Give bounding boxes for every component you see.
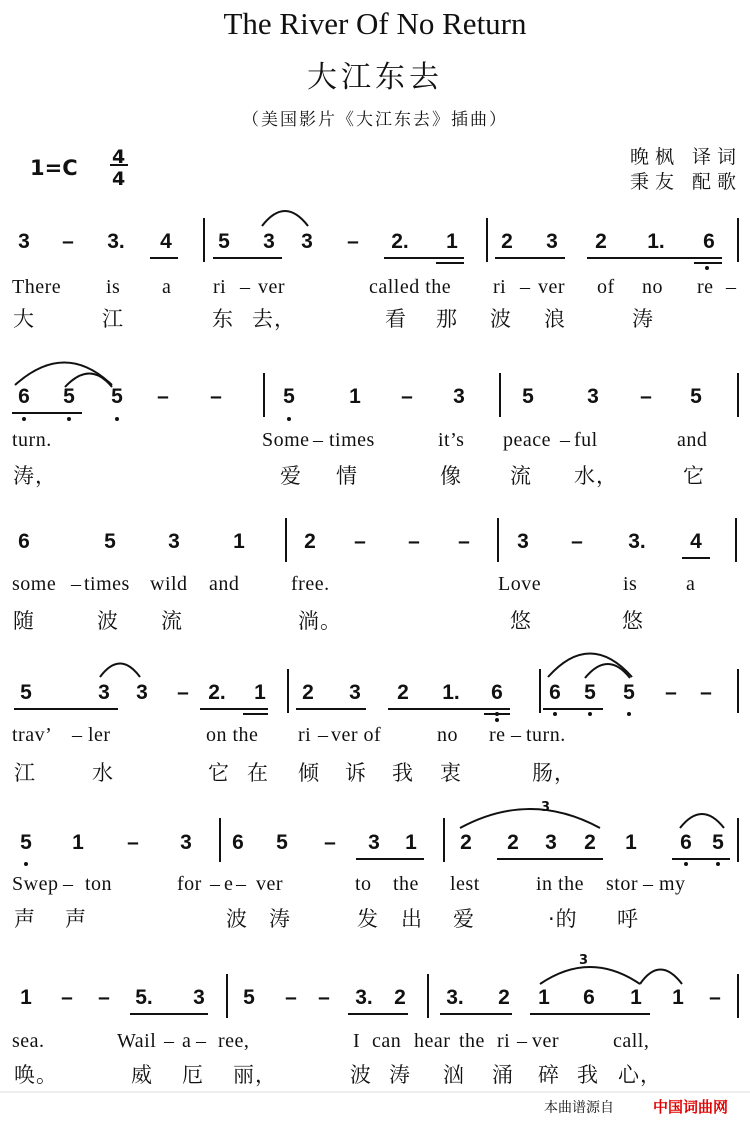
lyric-en: lest (450, 873, 480, 895)
lyric-cn: 威 (131, 1063, 153, 1087)
note: 3 (18, 230, 30, 253)
lyric-cn: 诉 (345, 761, 367, 785)
note: 1 (72, 831, 84, 854)
note: 3. (107, 230, 125, 253)
octave-dot (67, 417, 71, 421)
note-dash: – (347, 230, 359, 253)
note: 3 (546, 230, 558, 253)
lyric-en: turn. (12, 429, 52, 451)
lyric-cn: 爱 (280, 464, 302, 488)
note: 6 (232, 831, 244, 854)
note: 6 (18, 530, 30, 553)
note: 2 (498, 986, 510, 1009)
lyric-cn: 那 (436, 307, 458, 331)
note: 5 (522, 385, 534, 408)
note: 5 (276, 831, 288, 854)
lyric-en: a (686, 573, 696, 595)
lyric-en: ri (497, 1030, 511, 1052)
note: 1 (446, 230, 458, 253)
note: 6 (680, 831, 692, 854)
note-dash: – (318, 986, 330, 1009)
lyric-en: ver (538, 276, 566, 298)
note: 1 (20, 986, 32, 1009)
note: 1. (647, 230, 665, 253)
note: 5 (104, 530, 116, 553)
note: 2 (304, 530, 316, 553)
slur (262, 211, 308, 226)
slur (640, 970, 682, 985)
lyric-en: and (209, 573, 240, 595)
octave-dot (716, 862, 720, 866)
lyric-cn: 发 (357, 907, 379, 931)
lyric-en: – (517, 1030, 528, 1052)
lyric-en: re (697, 276, 714, 298)
lyric-en: ver (258, 276, 286, 298)
lyric-en: the (459, 1030, 485, 1052)
note-dash: – (62, 230, 74, 253)
lyric-cn: 流 (510, 464, 532, 488)
note: 1 (349, 385, 361, 408)
note-dash: – (458, 530, 470, 553)
note: 1 (405, 831, 417, 854)
note-dash: – (177, 681, 189, 704)
lyric-cn: 涛 (632, 307, 654, 331)
lyric-cn: 看 (385, 307, 407, 331)
note: 3 (545, 831, 557, 854)
lyric-en: – (72, 724, 83, 746)
note: 3 (180, 831, 192, 854)
lyric-cn: 厄 (182, 1063, 204, 1087)
lyric-cn: 江 (102, 307, 124, 331)
octave-dot (24, 862, 28, 866)
note: 5 (63, 385, 75, 408)
octave-dot (553, 712, 557, 716)
note-dash: – (354, 530, 366, 553)
lyricist-credit: 晚枫 译词 (629, 146, 742, 168)
lyric-en: it’s (438, 429, 465, 451)
lyric-en: is (623, 573, 638, 595)
note: 2 (394, 986, 406, 1009)
lyric-en: called the (369, 276, 452, 298)
lyric-cn: 它 (683, 464, 705, 488)
note: 2 (584, 831, 596, 854)
lyric-en: Swep (12, 873, 59, 895)
note: 5 (218, 230, 230, 253)
footer-site-link[interactable]: 中国词曲网 (653, 1098, 729, 1116)
lyric-en: times (84, 573, 130, 595)
note: 2 (397, 681, 409, 704)
subtitle: （美国影片《大江东去》插曲） (242, 110, 508, 130)
note: 3 (453, 385, 465, 408)
lyric-cn: 江 (14, 761, 36, 785)
lyric-en: – (560, 429, 571, 451)
note: 3 (301, 230, 313, 253)
lyric-cn: 波 (350, 1063, 372, 1087)
lyric-en: in the (536, 873, 584, 895)
note: 3 (517, 530, 529, 553)
note: 3 (136, 681, 148, 704)
note-dash: – (324, 831, 336, 854)
note: 3 (587, 385, 599, 408)
time-signature-bottom: 4 (112, 168, 126, 190)
lyric-en: peace (503, 429, 552, 451)
lyric-en: – (511, 724, 522, 746)
lyric-en: to (355, 873, 372, 895)
lyric-en: turn. (526, 724, 566, 746)
lyric-cn: 去， (252, 307, 296, 331)
lyric-en: – (726, 276, 737, 298)
note: 3 (98, 681, 110, 704)
lyric-cn: 丽， (233, 1063, 277, 1087)
lyric-en: – (236, 873, 247, 895)
note: 5 (283, 385, 295, 408)
lyric-cn: 衷 (440, 761, 462, 785)
triplet-marker: 3 (579, 953, 589, 968)
note-dash: – (127, 831, 139, 854)
lyric-cn: 水， (574, 464, 618, 488)
lyric-en: There (12, 276, 62, 298)
lyric-en: – (318, 724, 329, 746)
note: 3 (368, 831, 380, 854)
note: 2 (507, 831, 519, 854)
lyric-en: the (393, 873, 419, 895)
lyric-en: – (164, 1030, 175, 1052)
note: 5 (712, 831, 724, 854)
note-dash: – (285, 986, 297, 1009)
lyric-cn: 波 (490, 307, 512, 331)
title-english: The River Of No Return (223, 6, 527, 41)
octave-dot (684, 862, 688, 866)
lyric-cn: 在 (247, 761, 269, 785)
note-dash: – (210, 385, 222, 408)
note-dash: – (401, 385, 413, 408)
note-dash: – (665, 681, 677, 704)
lyric-en: no (437, 724, 458, 746)
note: 2 (595, 230, 607, 253)
lyric-cn: 波 (226, 907, 248, 931)
note: 6 (549, 681, 561, 704)
footer-source-label: 本曲谱源自 (544, 1100, 614, 1116)
octave-dot (115, 417, 119, 421)
note: 3 (193, 986, 205, 1009)
lyric-en: call, (613, 1030, 650, 1052)
lyric-cn: 情 (336, 464, 358, 488)
note: 1 (672, 986, 684, 1009)
lyric-en: wild (150, 573, 188, 595)
note: 5 (623, 681, 635, 704)
octave-dot (588, 712, 592, 716)
lyric-cn: 肠， (532, 761, 576, 785)
note: 6 (703, 230, 715, 253)
slur (460, 809, 600, 828)
note: 1 (625, 831, 637, 854)
lyric-en: some (12, 573, 57, 595)
octave-dot (22, 417, 26, 421)
note-dash: – (709, 986, 721, 1009)
note: 5 (584, 681, 596, 704)
lyric-cn: 汹 (443, 1063, 465, 1087)
lyric-cn: 唤。 (14, 1063, 58, 1087)
lyric-cn: 浪 (544, 307, 566, 331)
note-dash: – (98, 986, 110, 1009)
note: 1. (442, 681, 460, 704)
note: 1 (630, 986, 642, 1009)
lyric-en: stor (606, 873, 638, 895)
slur (65, 374, 112, 388)
lyric-en: ver of (331, 724, 382, 746)
lyric-en: a (182, 1030, 192, 1052)
note: 1 (233, 530, 245, 553)
lyric-cn: 大 (13, 307, 35, 331)
lyric-en: e (224, 873, 234, 895)
lyric-cn: 涛 (269, 907, 291, 931)
time-signature-top: 4 (112, 146, 126, 168)
lyric-cn: 流 (161, 609, 183, 633)
lyric-en: ri (298, 724, 312, 746)
lyric-en: ton (85, 873, 113, 895)
slur (540, 967, 640, 984)
lyric-en: – (313, 429, 324, 451)
lyric-cn: 它 (208, 761, 230, 785)
note: 5 (111, 385, 123, 408)
lyric-en: Love (498, 573, 542, 595)
lyric-cn: 爱 (453, 907, 475, 931)
lyric-cn: 涛， (13, 464, 57, 488)
lyric-cn: 波 (97, 609, 119, 633)
lyric-cn: 悠 (510, 609, 532, 633)
note: 2. (391, 230, 409, 253)
lyric-cn: 涌 (492, 1063, 514, 1087)
lyric-en: Wail (117, 1030, 157, 1052)
lyric-en: – (643, 873, 654, 895)
note: 1 (538, 986, 550, 1009)
note-dash: – (408, 530, 420, 553)
lyric-cn: ·的 (548, 907, 578, 931)
lyric-en: of (597, 276, 615, 298)
lyric-cn: 随 (13, 609, 35, 633)
lyric-cn: 声 (14, 907, 36, 931)
slur (15, 363, 112, 386)
lyric-en: – (520, 276, 531, 298)
lyric-en: sea. (12, 1030, 45, 1052)
lyric-cn: 悠 (622, 609, 644, 633)
lyric-cn: 声 (65, 907, 87, 931)
lyric-en: is (106, 276, 121, 298)
lyric-en: for (177, 873, 202, 895)
lyric-en: ful (574, 429, 598, 451)
lyric-en: and (677, 429, 708, 451)
lyric-cn: 呼 (617, 907, 639, 931)
key-signature: 1=C (30, 156, 78, 180)
slur (585, 664, 630, 678)
note: 4 (160, 230, 172, 253)
note: 5 (20, 831, 32, 854)
note: 3 (349, 681, 361, 704)
lyric-en: ri (213, 276, 227, 298)
note: 3. (446, 986, 464, 1009)
lyric-cn: 心， (618, 1063, 662, 1087)
lyric-en: trav’ (12, 724, 53, 746)
note: 5 (690, 385, 702, 408)
lyric-en: ler (88, 724, 111, 746)
lyric-cn: 我 (392, 761, 414, 785)
lyric-en: – (63, 873, 74, 895)
lyric-en: ree, (218, 1030, 250, 1052)
lyric-en: a (162, 276, 172, 298)
note: 6 (491, 681, 503, 704)
note: 3. (355, 986, 373, 1009)
lyric-en: ver (532, 1030, 560, 1052)
lyric-en: can (372, 1030, 402, 1052)
lyric-en: no (642, 276, 663, 298)
title-chinese: 大江东去 (307, 60, 443, 95)
lyric-en: Some (262, 429, 310, 451)
note: 3. (628, 530, 646, 553)
note: 2 (501, 230, 513, 253)
lyric-en: ri (493, 276, 507, 298)
note: 4 (690, 530, 702, 553)
lyric-cn: 像 (440, 464, 462, 488)
note-dash: – (571, 530, 583, 553)
note: 5 (20, 681, 32, 704)
lyric-en: – (240, 276, 251, 298)
note: 2. (208, 681, 226, 704)
lyric-en: – (210, 873, 221, 895)
octave-dot (705, 266, 709, 270)
lyric-cn: 倾 (298, 761, 320, 785)
note: 5. (135, 986, 153, 1009)
octave-dot (627, 712, 631, 716)
note: 5 (243, 986, 255, 1009)
slur (100, 664, 140, 678)
note-dash: – (157, 385, 169, 408)
lyric-cn: 水 (92, 761, 114, 785)
lyric-cn: 我 (577, 1063, 599, 1087)
note: 3 (168, 530, 180, 553)
lyric-en: my (659, 873, 686, 895)
lyric-en: – (196, 1030, 207, 1052)
triplet-marker: 3 (541, 800, 551, 815)
lyric-cn: 涛 (389, 1063, 411, 1087)
note: 2 (302, 681, 314, 704)
note-dash: – (700, 681, 712, 704)
arranger-credit: 秉友 配歌 (629, 171, 742, 193)
lyric-en: – (71, 573, 82, 595)
lyric-en: hear (414, 1030, 451, 1052)
note: 1 (254, 681, 266, 704)
note-dash: – (640, 385, 652, 408)
lyric-en: re (489, 724, 506, 746)
note: 3 (263, 230, 275, 253)
lyric-en: ver (256, 873, 284, 895)
lyric-cn: 碎 (538, 1063, 560, 1087)
note: 2 (460, 831, 472, 854)
octave-dot (287, 417, 291, 421)
note-dash: – (61, 986, 73, 1009)
lyric-en: I (353, 1030, 361, 1052)
octave-dot (495, 712, 499, 716)
octave-dot (495, 718, 499, 722)
note: 6 (583, 986, 595, 1009)
lyric-cn: 出 (401, 907, 423, 931)
lyric-en: free. (291, 573, 330, 595)
lyric-en: times (329, 429, 375, 451)
lyric-en: on the (206, 724, 259, 746)
lyric-cn: 东 (212, 307, 234, 331)
note: 6 (18, 385, 30, 408)
lyric-cn: 淌。 (298, 609, 342, 633)
slur (680, 814, 724, 828)
